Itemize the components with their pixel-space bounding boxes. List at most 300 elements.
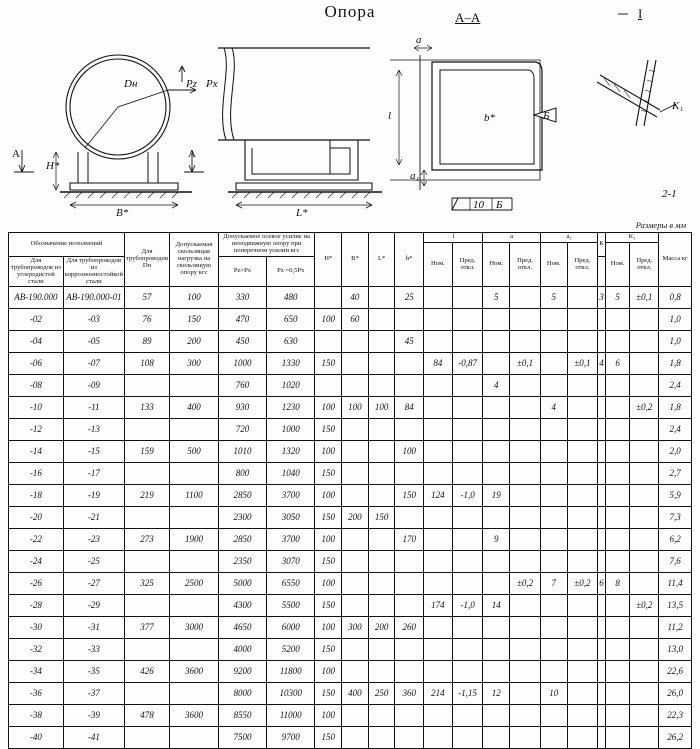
cell-h <box>315 287 342 309</box>
cell-a1nom: 10 <box>540 683 567 705</box>
cell-a1nom <box>540 705 567 727</box>
cell-dn: 426 <box>124 661 169 683</box>
cell-k1nom <box>605 375 630 397</box>
th-load: Допускаемая скользящая нагрузка на скользящую опору кгс <box>170 233 219 287</box>
cell-c2: -19 <box>63 485 124 507</box>
cell-knom <box>598 463 605 485</box>
cell-p2: 3700 <box>267 485 315 507</box>
cell-h: 100 <box>315 661 342 683</box>
th-bstar: b* <box>395 233 424 287</box>
cell-bs: 150 <box>395 485 424 507</box>
cell-l <box>368 463 395 485</box>
cell-lnom <box>424 529 453 551</box>
units-note: Размеры в мм <box>635 220 686 230</box>
cell-b: 100 <box>342 397 369 419</box>
cell-k1dev <box>630 331 659 353</box>
cell-k1nom <box>605 639 630 661</box>
cell-k1dev: ±0,2 <box>630 595 659 617</box>
drawing-area <box>0 0 700 232</box>
table-row <box>9 419 692 441</box>
cell-h: 100 <box>315 485 342 507</box>
cell-anom <box>483 441 510 463</box>
cell-k1dev <box>630 419 659 441</box>
cell-mass: 22,6 <box>659 661 692 683</box>
cell-b <box>342 639 369 661</box>
cell-knom <box>598 441 605 463</box>
cell-bs <box>395 705 424 727</box>
cell-knom <box>598 705 605 727</box>
cell-a1dev <box>567 287 598 309</box>
cell-bs: 260 <box>395 617 424 639</box>
cell-ldev <box>452 551 483 573</box>
cell-ldev <box>452 375 483 397</box>
cell-b <box>342 485 369 507</box>
cell-dn <box>124 595 169 617</box>
cell-load: 1900 <box>170 529 219 551</box>
cell-adev <box>510 683 541 705</box>
cell-a1dev <box>567 617 598 639</box>
cell-dn: 108 <box>124 353 169 375</box>
cell-k1nom <box>605 463 630 485</box>
cell-load <box>170 683 219 705</box>
cell-l <box>368 375 395 397</box>
cell-h <box>315 375 342 397</box>
cell-dn: 219 <box>124 485 169 507</box>
cell-anom <box>483 507 510 529</box>
cell-lnom <box>424 463 453 485</box>
cell-c1: -14 <box>9 441 64 463</box>
cell-b: 200 <box>342 507 369 529</box>
cell-bs <box>395 573 424 595</box>
cell-k1nom <box>605 507 630 529</box>
cell-h: 100 <box>315 441 342 463</box>
cell-mass: 1,8 <box>659 397 692 419</box>
cell-l <box>368 419 395 441</box>
cell-l: 200 <box>368 617 395 639</box>
cell-c1: -18 <box>9 485 64 507</box>
flag-letter: Б <box>543 110 550 122</box>
th-l: L* <box>368 233 395 287</box>
cell-h: 150 <box>315 727 342 749</box>
cell-p2: 10300 <box>267 683 315 705</box>
table-row <box>9 595 692 617</box>
cell-k1nom <box>605 705 630 727</box>
cell-b: 400 <box>342 683 369 705</box>
cell-p2: 650 <box>267 309 315 331</box>
cell-b <box>342 419 369 441</box>
cell-l <box>368 661 395 683</box>
cell-c2: -07 <box>63 353 124 375</box>
cell-mass: 13,0 <box>659 639 692 661</box>
cell-a1dev <box>567 309 598 331</box>
cell-knom <box>598 507 605 529</box>
cell-p2: 3070 <box>267 551 315 573</box>
table-row <box>9 287 692 309</box>
th-group-a1: a₁ <box>540 233 597 243</box>
cell-a1nom <box>540 551 567 573</box>
table-row <box>9 463 692 485</box>
cell-bs <box>395 463 424 485</box>
cell-l <box>368 441 395 463</box>
cell-p1: 330 <box>218 287 266 309</box>
cell-load <box>170 507 219 529</box>
cell-lnom: 84 <box>424 353 453 375</box>
table-row <box>9 309 692 331</box>
cell-c2: -27 <box>63 573 124 595</box>
cell-p1: 8550 <box>218 705 266 727</box>
cell-l <box>368 485 395 507</box>
cell-a1nom <box>540 463 567 485</box>
cell-k1dev: ±0,2 <box>630 397 659 419</box>
cell-k1nom <box>605 485 630 507</box>
cell-b <box>342 705 369 727</box>
cell-knom <box>598 485 605 507</box>
cell-bs <box>395 507 424 529</box>
cell-a1dev <box>567 551 598 573</box>
cell-l <box>368 639 395 661</box>
cell-dn: 57 <box>124 287 169 309</box>
cell-a1dev <box>567 463 598 485</box>
cell-load: 3600 <box>170 661 219 683</box>
cell-mass: 2,7 <box>659 463 692 485</box>
cell-dn <box>124 727 169 749</box>
cell-load: 200 <box>170 331 219 353</box>
cell-p1: 1000 <box>218 353 266 375</box>
cell-l: 150 <box>368 507 395 529</box>
cell-p1: 4300 <box>218 595 266 617</box>
cell-anom <box>483 353 510 375</box>
cell-a1dev <box>567 397 598 419</box>
table-row <box>9 639 692 661</box>
cell-a1dev <box>567 683 598 705</box>
cell-p2: 9700 <box>267 727 315 749</box>
cell-anom <box>483 397 510 419</box>
cell-a1dev <box>567 507 598 529</box>
cell-p1: 1010 <box>218 441 266 463</box>
cell-l <box>368 529 395 551</box>
cell-adev <box>510 551 541 573</box>
cell-knom <box>598 727 605 749</box>
cell-c2: -09 <box>63 375 124 397</box>
table-row <box>9 727 692 749</box>
cell-a1dev <box>567 375 598 397</box>
cell-c2: -13 <box>63 419 124 441</box>
cell-c1: -12 <box>9 419 64 441</box>
cell-dn: 377 <box>124 617 169 639</box>
th-b: B* <box>342 233 369 287</box>
cell-a1nom <box>540 331 567 353</box>
label-b-section: b* <box>484 112 495 124</box>
cell-k1nom <box>605 727 630 749</box>
cell-p2: 630 <box>267 331 315 353</box>
cell-lnom <box>424 573 453 595</box>
label-h: H* <box>46 160 60 172</box>
cell-knom <box>598 661 605 683</box>
th-group-a: a <box>483 233 540 243</box>
cell-p1: 2300 <box>218 507 266 529</box>
cell-h: 100 <box>315 529 342 551</box>
cell-k1dev <box>630 529 659 551</box>
cell-mass: 22,3 <box>659 705 692 727</box>
cell-ldev <box>452 309 483 331</box>
cell-ldev <box>452 287 483 309</box>
section-label: А–А <box>455 10 481 25</box>
cell-ldev: -1,0 <box>452 485 483 507</box>
cell-c2: -35 <box>63 661 124 683</box>
cell-c2: -29 <box>63 595 124 617</box>
cell-lnom <box>424 331 453 353</box>
cell-c1: -10 <box>9 397 64 419</box>
specification-table <box>8 232 692 749</box>
cell-adev <box>510 287 541 309</box>
cell-lnom <box>424 661 453 683</box>
cell-k1dev: ±0,1 <box>630 287 659 309</box>
th-k1-dev: Пред. откл. <box>630 242 659 287</box>
section-arrow-right: A <box>188 148 196 160</box>
cell-bs: 25 <box>395 287 424 309</box>
cell-dn: 273 <box>124 529 169 551</box>
cell-bs <box>395 353 424 375</box>
cell-a1dev <box>567 485 598 507</box>
th-group-k: К <box>598 233 605 257</box>
weld-letter: Б <box>496 199 503 211</box>
label-b: B* <box>116 207 129 219</box>
cell-k1dev <box>630 573 659 595</box>
cell-anom: 9 <box>483 529 510 551</box>
cell-p1: 2350 <box>218 551 266 573</box>
cell-c1: -38 <box>9 705 64 727</box>
label-a: a <box>416 34 422 46</box>
cell-k1nom <box>605 331 630 353</box>
cell-c1: -30 <box>9 617 64 639</box>
cell-adev <box>510 419 541 441</box>
table-row <box>9 529 692 551</box>
cell-ldev: -1,0 <box>452 595 483 617</box>
cell-a1dev <box>567 595 598 617</box>
cell-c2: -37 <box>63 683 124 705</box>
cell-lnom <box>424 419 453 441</box>
cell-lnom <box>424 551 453 573</box>
cell-p2: 11000 <box>267 705 315 727</box>
table-row <box>9 617 692 639</box>
cell-c2: -39 <box>63 705 124 727</box>
cell-mass: 7,3 <box>659 507 692 529</box>
section-arrow-left: A <box>12 148 20 160</box>
cell-knom <box>598 375 605 397</box>
cell-a1nom <box>540 441 567 463</box>
cell-load: 100 <box>170 287 219 309</box>
detail-label: I <box>638 6 643 21</box>
cell-ldev <box>452 441 483 463</box>
cell-k1dev <box>630 683 659 705</box>
cell-lnom <box>424 309 453 331</box>
cell-bs <box>395 639 424 661</box>
cell-c1: -40 <box>9 727 64 749</box>
table-row <box>9 441 692 463</box>
cell-load <box>170 375 219 397</box>
cell-a1dev: ±0,1 <box>567 353 598 375</box>
cell-p2: 3050 <box>267 507 315 529</box>
cell-k1dev <box>630 375 659 397</box>
cell-p2: 11800 <box>267 661 315 683</box>
cell-a1nom: 5 <box>540 287 567 309</box>
table-row <box>9 551 692 573</box>
cell-mass: 1,0 <box>659 331 692 353</box>
cell-adev <box>510 441 541 463</box>
cell-bs: 360 <box>395 683 424 705</box>
th-l-nom: Ном. <box>424 242 453 287</box>
cell-c1: -02 <box>9 309 64 331</box>
cell-k1dev <box>630 727 659 749</box>
cell-k1dev <box>630 507 659 529</box>
cell-c2: -41 <box>63 727 124 749</box>
cell-p1: 9200 <box>218 661 266 683</box>
cell-anom <box>483 463 510 485</box>
cell-k1nom: 6 <box>605 353 630 375</box>
th-dn: Для трубопроводов Dн <box>124 233 169 287</box>
cell-bs: 100 <box>395 441 424 463</box>
cell-lnom <box>424 287 453 309</box>
th-group-l: l <box>424 233 483 243</box>
cell-bs <box>395 551 424 573</box>
cell-a1nom <box>540 639 567 661</box>
cell-k1dev <box>630 551 659 573</box>
cell-b <box>342 375 369 397</box>
cell-adev <box>510 705 541 727</box>
cell-dn <box>124 551 169 573</box>
cell-load: 3600 <box>170 705 219 727</box>
cell-mass: 26,0 <box>659 683 692 705</box>
label-px: Pх <box>206 78 218 90</box>
cell-load: 1100 <box>170 485 219 507</box>
cell-ldev <box>452 463 483 485</box>
cell-k1dev <box>630 441 659 463</box>
cell-knom <box>598 551 605 573</box>
table-row <box>9 661 692 683</box>
cell-dn <box>124 375 169 397</box>
cell-ldev <box>452 727 483 749</box>
th-a1-nom: Ном. <box>540 242 567 287</box>
th-axial-2: Рz =0,5Рx <box>267 256 315 287</box>
cell-k1nom <box>605 551 630 573</box>
cell-ldev <box>452 529 483 551</box>
cell-anom <box>483 705 510 727</box>
cell-p2: 6550 <box>267 573 315 595</box>
cell-b <box>342 529 369 551</box>
cell-h: 150 <box>315 463 342 485</box>
cell-l: 100 <box>368 397 395 419</box>
cell-bs <box>395 727 424 749</box>
cell-l <box>368 595 395 617</box>
cell-p1: 930 <box>218 397 266 419</box>
cell-c1: -20 <box>9 507 64 529</box>
cell-mass: 2,4 <box>659 419 692 441</box>
th-axial-1: Рz=Рx <box>218 256 266 287</box>
cell-a1nom: 7 <box>540 573 567 595</box>
cell-b: 60 <box>342 309 369 331</box>
cell-lnom <box>424 617 453 639</box>
cell-anom: 19 <box>483 485 510 507</box>
cell-ldev <box>452 617 483 639</box>
cell-ldev: -0,87 <box>452 353 483 375</box>
cell-anom <box>483 639 510 661</box>
cell-k1nom <box>605 661 630 683</box>
cell-anom <box>483 573 510 595</box>
cell-mass: 11,2 <box>659 617 692 639</box>
cell-c1: -06 <box>9 353 64 375</box>
cell-p2: 5200 <box>267 639 315 661</box>
cell-b <box>342 661 369 683</box>
cell-lnom <box>424 705 453 727</box>
label-l: L* <box>296 207 308 219</box>
cell-ldev <box>452 639 483 661</box>
cell-c2: -21 <box>63 507 124 529</box>
cell-p2: 1000 <box>267 419 315 441</box>
cell-p1: 720 <box>218 419 266 441</box>
table-header <box>9 233 692 287</box>
table-body <box>9 287 692 749</box>
cell-adev <box>510 595 541 617</box>
cell-p1: 2850 <box>218 529 266 551</box>
cell-c1: АВ-190.000 <box>9 287 64 309</box>
cell-dn: 76 <box>124 309 169 331</box>
cell-ldev <box>452 705 483 727</box>
cell-dn <box>124 463 169 485</box>
cell-knom <box>598 397 605 419</box>
cell-p2: 3700 <box>267 529 315 551</box>
cell-p2: 5500 <box>267 595 315 617</box>
cell-mass: 1,8 <box>659 353 692 375</box>
cell-load <box>170 727 219 749</box>
cell-knom <box>598 683 605 705</box>
cell-adev <box>510 727 541 749</box>
cell-c1: -22 <box>9 529 64 551</box>
cell-bs <box>395 375 424 397</box>
cell-l <box>368 573 395 595</box>
cell-p2: 1230 <box>267 397 315 419</box>
cell-load: 150 <box>170 309 219 331</box>
cell-p2: 1020 <box>267 375 315 397</box>
cell-load <box>170 463 219 485</box>
cell-a1nom <box>540 507 567 529</box>
cell-lnom <box>424 507 453 529</box>
cell-c1: -26 <box>9 573 64 595</box>
cell-adev <box>510 529 541 551</box>
cell-k1dev <box>630 617 659 639</box>
cell-lnom: 174 <box>424 595 453 617</box>
cell-l <box>368 287 395 309</box>
cell-lnom: 124 <box>424 485 453 507</box>
cell-k1nom <box>605 419 630 441</box>
cell-ldev <box>452 573 483 595</box>
table-row <box>9 397 692 419</box>
cell-knom: 6 <box>598 573 605 595</box>
cell-p1: 470 <box>218 309 266 331</box>
cell-k1nom: 5 <box>605 287 630 309</box>
cell-c2: -17 <box>63 463 124 485</box>
table-row <box>9 353 692 375</box>
cell-anom: 5 <box>483 287 510 309</box>
cell-p1: 800 <box>218 463 266 485</box>
cell-a1nom <box>540 661 567 683</box>
cell-b <box>342 573 369 595</box>
th-stainless: Для трубопроводов из коррозионностойкой стали <box>63 256 124 287</box>
cell-k1nom <box>605 441 630 463</box>
cell-anom <box>483 727 510 749</box>
cell-adev <box>510 639 541 661</box>
cell-k1nom <box>605 397 630 419</box>
cell-k1dev <box>630 463 659 485</box>
